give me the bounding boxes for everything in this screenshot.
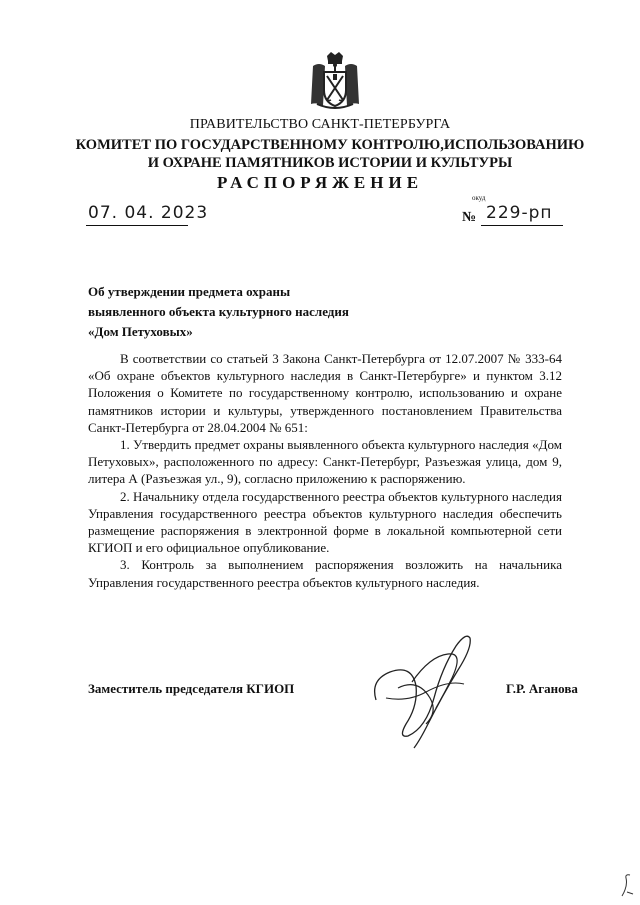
number-sign: №	[462, 210, 477, 225]
committee-name-line: КОМИТЕТ ПО ГОСУДАРСТВЕННОМУ КОНТРОЛЮ,ИСПОЛЬЗОВАНИЮ	[75, 137, 585, 153]
government-name: ПРАВИТЕЛЬСТВО САНКТ-ПЕТЕРБУРГА	[189, 117, 451, 132]
document-body	[88, 350, 562, 591]
document-number: 229-рп	[486, 203, 553, 223]
handwritten-signature-icon	[368, 628, 480, 753]
order-item-1: 1. Утвердить предмет охраны выявленного объекта культурного наследия «Дом Петуховых», расположенного по адресу: Санкт-Петербург, Разъезжая улица, дом 9, литера А (Разъезжая ул., 9), согласно приложению к распоряжению.	[88, 437, 562, 487]
subject-line: Об утверждении предмета охраны	[88, 284, 291, 299]
order-item-2: 2. Начальнику отдела государственного реестра объектов культурного наследия Управления государственного реестра объектов культурного наследия обеспечить размещение распоряжения в электронной форме в локальной компьютерной сети КГИОП и его официальное опубликование.	[88, 488, 562, 556]
order-item-3: 3. Контроль за выполнением распоряжения возложить на начальника Управления государственного реестра объектов культурного наследия.	[88, 557, 562, 590]
document-type: РАСПОРЯЖЕНИЕ	[216, 173, 424, 192]
signer-title: Заместитель председателя КГИОП	[88, 681, 295, 696]
subject-line: выявленного объекта культурного наследия	[88, 304, 349, 319]
okud-label: окуд	[472, 194, 486, 202]
document-date: 07. 04. 2023	[88, 203, 209, 223]
subject-line: «Дом Петуховых»	[88, 324, 193, 339]
committee-name-line: И ОХРАНЕ ПАМЯТНИКОВ ИСТОРИИ И КУЛЬТУРЫ	[147, 155, 513, 171]
coat-of-arms-icon	[309, 52, 361, 110]
date-underline	[86, 225, 188, 226]
number-underline	[481, 225, 563, 226]
committee-name	[60, 136, 600, 172]
signer-name: Г.Р. Аганова	[506, 681, 578, 696]
scan-mark-icon	[618, 872, 636, 898]
preamble-paragraph: В соответствии со статьей 3 Закона Санкт-Петербурга от 12.07.2007 № 333-64 «Об охране объектов культурного наследия в Санкт-Петербурге» и пунктом 3.12 Положения о Комитете по государственному контролю, использованию и охране памятников истории и культуры, утвержденного постановлением Правительства Санкт-Петербурга от 28.04.2004 № 651:	[88, 351, 562, 435]
document-subject	[88, 282, 349, 342]
